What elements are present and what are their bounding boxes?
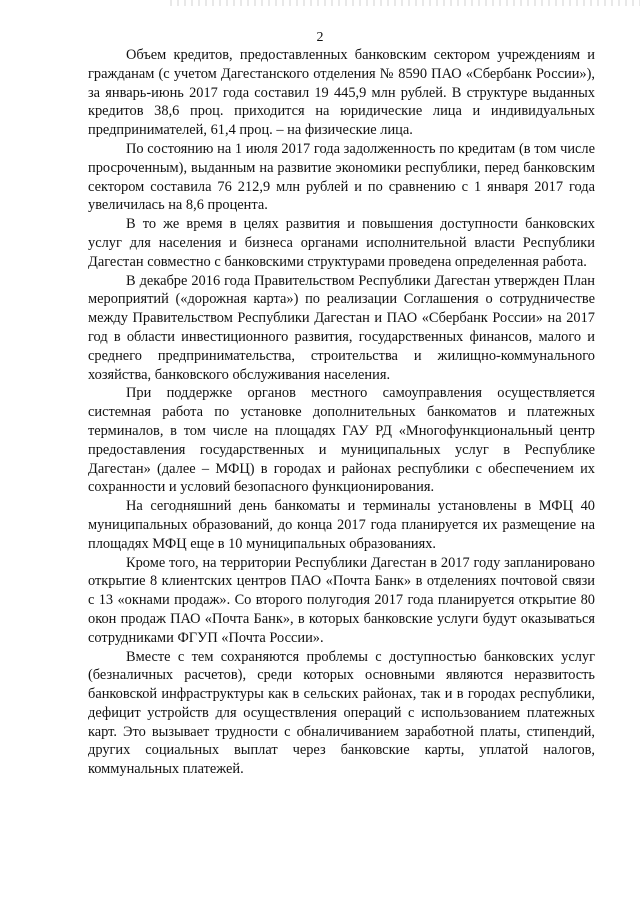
- paragraph-pochta-bank: Кроме того, на территории Республики Дагестан в 2017 году запланировано открытие 8 клиентских центров ПАО «Почта Банк» в отделениях почтовой связи с 13 «окнами продаж». Со второго полугодия 2017 года планируется открытие 80 окон продаж ПАО «Почта Банк», в которых банковские услуги будут оказываться сотрудниками ФГУП «Почта России».: [88, 554, 595, 646]
- paragraph-roadmap: В декабре 2016 года Правительством Республики Дагестан утвержден План мероприятий («дорожная карта») по реализации Соглашения о сотрудничестве между Правительством Республики Дагестан и ПАО «Сбербанк России» на 2017 год в области инвестиционного развития, государственных финансов, малого и среднего предпринимательства, строительства и жилищно-коммунального хозяйства, банковского обслуживания населения.: [88, 272, 595, 383]
- document-body: [88, 46, 595, 779]
- paragraph-mfc-terminals: На сегодняшний день банкоматы и терминалы установлены в МФЦ 40 муниципальных образований, до конца 2017 года планируется их размещение на площадях МФЦ еще в 10 муниципальных образованиях.: [88, 498, 595, 552]
- paragraph-loan-debt: По состоянию на 1 июля 2017 года задолженность по кредитам (в том числе просроченным), выданным на развитие экономики республики, перед банковским сектором составила 76 212,9 млн рублей и по сравнению с 1 января 2017 года увеличилась на 8,6 процента.: [88, 140, 595, 214]
- paragraph-problems: Вместе с тем сохраняются проблемы с доступностью банковских услуг (безналичных расчетов), среди которых основными являются неразвитость банковской инфраструктуры как в сельских районах, так и в городах республики, дефицит устройств для осуществления операций с использованием платежных карт. Это вызывает трудности с обналичиванием заработной платы, стипендий, других социальных выплат через банковские карты, уплатой налогов, коммунальных платежей.: [88, 648, 595, 778]
- page-number: 2: [316, 30, 324, 45]
- paragraph-credit-volume: Объем кредитов, предоставленных банковским сектором учреждениям и гражданам (с учетом Дагестанского отделения № 8590 ПАО «Сбербанк России»), за январь-июнь 2017 года составил 19 445,9 млн рублей. В структуре выданных кредитов 38,6 проц. приходится на юридические лица и индивидуальных предпринимателей, 61,4 проц. – на физические лица.: [88, 47, 595, 139]
- paragraph-atm-installation: При поддержке органов местного самоуправления осуществляется системная работа по установке дополнительных банкоматов и платежных терминалов, в том числе на площадях ГАУ РД «Многофункциональный центр предоставления государственных и муниципальных услуг в Республике Дагестан» (далее – МФЦ) в городах и районах республики с обеспечением их сохранности и условий безопасного функционирования.: [88, 385, 595, 496]
- paragraph-accessibility-work: В то же время в целях развития и повышения доступности банковских услуг для населения и бизнеса органами исполнительной власти Республики Дагестан совместно с банковскими структурами проведена определенная работа.: [88, 216, 595, 270]
- scan-edge-artifact: [170, 0, 640, 6]
